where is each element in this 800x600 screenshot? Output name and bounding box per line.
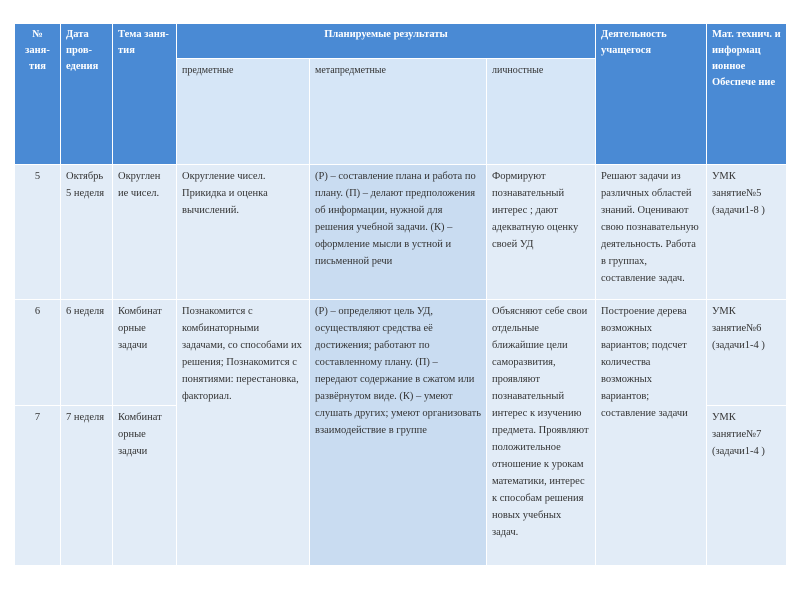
row5-subject: Округление чисел. Прикидка и оценка вычислений. bbox=[177, 165, 310, 300]
row6-materials: УМК занятие№6 (задачи1-4 ) bbox=[707, 300, 787, 406]
row7-topic: Комбинат орные задачи bbox=[113, 406, 177, 566]
row5-date: Октябрь 5 неделя bbox=[61, 165, 113, 300]
row5-materials: УМК занятие№5 (задачи1-8 ) bbox=[707, 165, 787, 300]
header-number: № заня-тия bbox=[15, 24, 61, 165]
row5-activity: Решают задачи из различных областей знаний. Оценивают свою познавательную деятельность. Работа в группах, составление задач. bbox=[596, 165, 707, 300]
row5-number: 5 bbox=[15, 165, 61, 300]
row5-personal: Формируют познавательный интерес ; дают адекватную оценку своей УД bbox=[487, 165, 596, 300]
row7-date: 7 неделя bbox=[61, 406, 113, 566]
row6-7-activity: Построение дерева возможных вариантов; подсчет количества возможных вариантов; составление задачи bbox=[596, 300, 707, 566]
header-topic: Тема заня-тия bbox=[113, 24, 177, 165]
row7-materials: УМК занятие№7 (задачи1-4 ) bbox=[707, 406, 787, 566]
header-materials: Мат. технич. и информац ионное Обеспече ние bbox=[707, 24, 787, 165]
table-row bbox=[15, 165, 787, 300]
header-date: Дата пров-едения bbox=[61, 24, 113, 165]
row6-7-meta: (Р) – определяют цель УД, осуществляют средства её достижения; работают по составленному плану. (П) – передают содержание в сжатом или развёрнутом виде. (К) – умеют слушать других; умеют организовать взаимодействие в группе bbox=[310, 300, 487, 566]
row6-date: 6 неделя bbox=[61, 300, 113, 406]
row5-topic: Округлен ие чисел. bbox=[113, 165, 177, 300]
subheader-subject: предметные bbox=[177, 59, 310, 165]
row7-number: 7 bbox=[15, 406, 61, 566]
lesson-plan-table bbox=[14, 23, 787, 566]
table-row bbox=[15, 300, 787, 406]
row5-meta: (Р) – составление плана и работа по плану. (П) – делают предположения об информации, нужной для решения учебной задачи. (К) – оформление мысли в устной и письменной речи bbox=[310, 165, 487, 300]
row6-7-subject: Познакомится с комбинаторными задачами, со способами их решения; Познакомится с понятиями: перестановка, факториал. bbox=[177, 300, 310, 566]
row6-number: 6 bbox=[15, 300, 61, 406]
subheader-meta: метапредметные bbox=[310, 59, 487, 165]
header-planned-results: Планируемые результаты bbox=[177, 24, 596, 59]
row6-topic: Комбинат орные задачи bbox=[113, 300, 177, 406]
header-activity: Деятельность учащегося bbox=[596, 24, 707, 165]
row6-7-personal: Объясняют себе свои отдельные ближайшие цели саморазвития, проявляют познавательный интерес к изучению предмета. Проявляют положительное отношение к урокам математики, интерес к способам решения новых учебных задач. bbox=[487, 300, 596, 566]
subheader-personal: личностные bbox=[487, 59, 596, 165]
